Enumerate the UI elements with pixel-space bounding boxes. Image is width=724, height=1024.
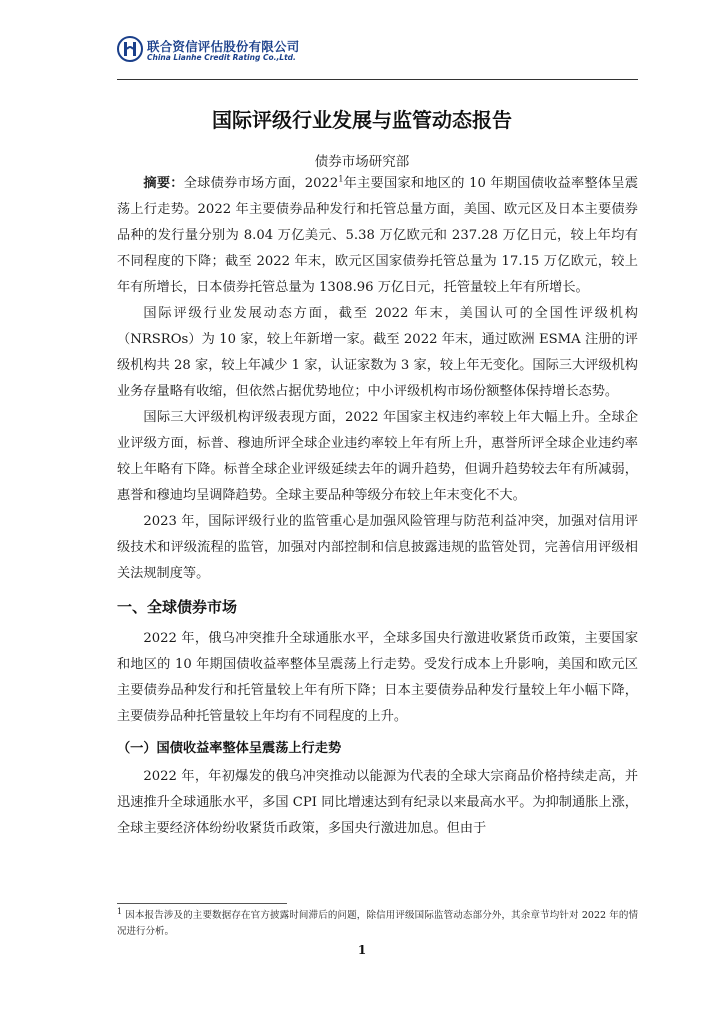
company-name-en: China Lianhe Credit Rating Co.,Ltd. xyxy=(147,53,296,62)
abstract-paragraph-1 xyxy=(117,171,638,301)
abstract-paragraph-2: 国际评级行业发展动态方面，截至 2022 年末，美国认可的全国性评级机构（NRSROs）为 10 家，较上年新增一家。截至 2022 年末，通过欧洲 ESMA 注册的评级机构共 28 家，较上年减少 1 家，认证家数为 3 家，较上年无变化。国际三大评级机构业务存量略有收缩，但依然占据优势地位；中小评级机构市场份额整体保持增长态势。 xyxy=(117,306,638,399)
footnote-mark: 1 xyxy=(117,906,123,916)
document-title: 国际评级行业发展与监管动态报告 xyxy=(212,108,512,132)
abstract-lead: 摘要： xyxy=(143,176,184,191)
abstract-text-1b: 年主要国家和地区的 10 年期国债收益率整体呈震荡上行走势。2022 年主要债券品种发行和托管总量方面，美国、欧元区及日本主要债券品种的发行量分别为 8.04 万亿美元、5.38 万亿欧元和 237.28 万亿日元，较上年均有不同程度的下降；截至 2022 年末，欧元区国家债券托管总量为 17.15 万亿欧元，较上年有所增长，日本债券托管总量为 1308.96 万亿日元，托管量较上年有所增长。 xyxy=(117,176,639,295)
section-1-heading: 一、全球债券市场 xyxy=(117,598,238,616)
page-number: 1 xyxy=(357,943,367,957)
section-1-paragraph: 2022 年，俄乌冲突推升全球通胀水平，全球多国央行激进收紧货币政策，主要国家和地区的 10 年期国债收益率整体呈震荡上行走势。受发行成本上升影响，美国和欧元区主要债券品种发行和托管量较上年有所下降；日本主要债券品种发行量较上年小幅下降，主要债券品种托管量较上年均有不同程度的上升。 xyxy=(117,631,638,724)
footnote-divider xyxy=(117,903,287,904)
abstract-paragraph-4: 2023 年，国际评级行业的监管重心是加强风险管理与防范利益冲突，加强对信用评级技术和评级流程的监管，加强对内部控制和信息披露违规的监管处罚，完善信用评级相关法规制度等。 xyxy=(117,514,638,581)
footnote xyxy=(117,908,638,940)
header-divider xyxy=(117,79,638,80)
subsection-1-heading: （一）国债收益率整体呈震荡上行走势 xyxy=(117,741,342,756)
page-header xyxy=(117,36,637,80)
document-body xyxy=(117,171,638,842)
abstract-paragraph-3: 国际三大评级机构评级表现方面，2022 年国家主权违约率较上年大幅上升。全球企业评级方面，标普、穆迪所评全球企业违约率较上年有所上升，惠誉所评全球企业违约率较上年略有下降。标普全球企业评级延续去年的调升趋势，但调升趋势较去年有所减弱，惠誉和穆迪均呈调降趋势。全球主要品种等级分布较上年末变化不大。 xyxy=(117,410,638,503)
company-name-cn: 联合资信评估股份有限公司 xyxy=(147,39,300,54)
footnote-text: 因本报告涉及的主要数据存在官方披露时间滞后的问题，除信用评级国际监管动态部分外，其余章节均针对 2022 年的情况进行分析。 xyxy=(117,910,638,937)
footnote-ref[interactable]: 1 xyxy=(338,174,344,184)
abstract-text-1a: 全球债券市场方面，2022 xyxy=(183,176,339,191)
lianhe-logo-icon xyxy=(117,36,143,62)
department-line: 债券市场研究部 xyxy=(314,154,410,170)
subsection-1-paragraph: 2022 年，年初爆发的俄乌冲突推动以能源为代表的全球大宗商品价格持续走高，并迅速推升全球通胀水平，多国 CPI 同比增速达到有纪录以来最高水平。为抑制通胀上涨，全球主要经济体纷纷收紧货币政策，多国央行激进加息。但由于 xyxy=(117,769,638,836)
